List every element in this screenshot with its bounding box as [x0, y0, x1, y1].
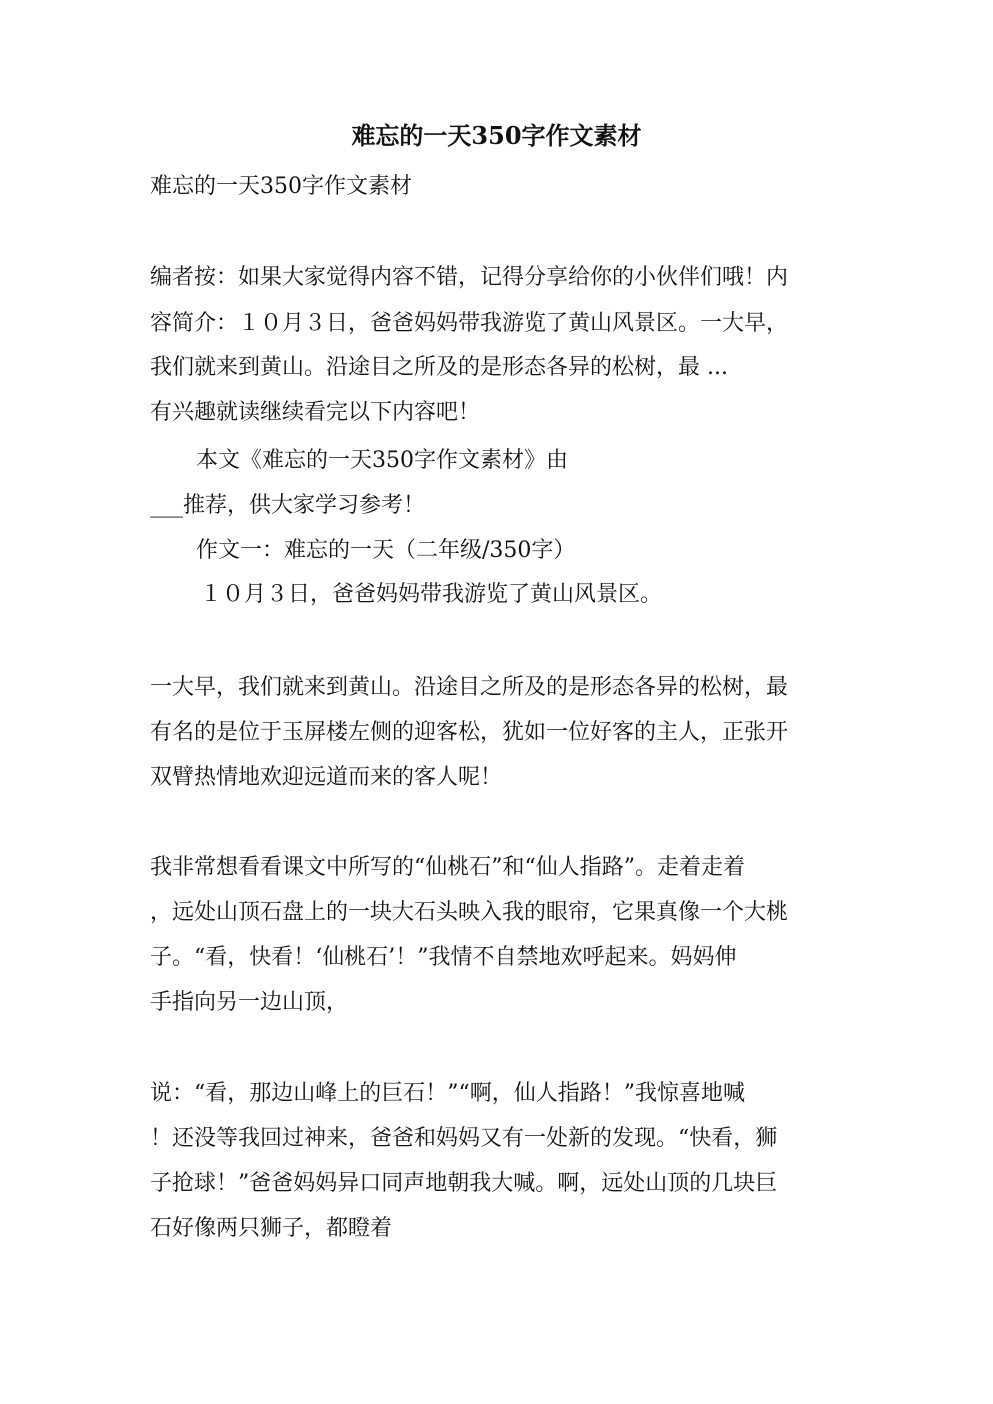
intro-line-3: 我们就来到黄山。沿途目之所及的是形态各异的松树，最 ... [150, 355, 728, 380]
paragraph3-line-2: ！还没等我回过神来，爸爸和妈妈又有一处新的发现。“快看，狮 [150, 1126, 778, 1151]
paragraph1-line-2: 有名的是位于玉屏楼左侧的迎客松，犹如一位好客的主人，正张开 [150, 720, 789, 745]
essay-first-line: １０月３日，爸爸妈妈带我游览了黄山风景区。 [200, 582, 663, 607]
paragraph1-line-1: 一大早，我们就来到黄山。沿途目之所及的是形态各异的松树，最 [150, 675, 789, 700]
paragraph1-line-3: 双臂热情地欢迎远道而来的客人呢！ [150, 765, 503, 790]
intro-line-4: 有兴趣就读继续看完以下内容吧！ [150, 400, 481, 425]
paragraph2-line-3: 子。“看，快看！‘仙桃石’！”我情不自禁地欢呼起来。妈妈伸 [150, 945, 737, 970]
essay-heading: 作文一：难忘的一天（二年级/350字） [196, 538, 576, 563]
paragraph3-line-3: 子抢球！”爸爸妈妈异口同声地朝我大喊。啊，远处山顶的几块巨 [150, 1171, 778, 1196]
document-subtitle: 难忘的一天350字作文素材 [150, 174, 412, 199]
paragraph3-line-4: 石好像两只狮子，都瞪着 [150, 1216, 393, 1241]
paragraph2-line-4: 手指向另一边山顶， [150, 990, 349, 1015]
paragraph3-line-1: 说：“看，那边山峰上的巨石！”“啊，仙人指路！”我惊喜地喊 [150, 1081, 745, 1106]
recommend-line-2: ___推荐，供大家学习参考！ [150, 493, 426, 518]
intro-line-1: 编者按：如果大家觉得内容不错，记得分享给你的小伙伴们哦！内 [150, 265, 789, 290]
paragraph2-line-1: 我非常想看看课文中所写的“仙桃石”和“仙人指路”。走着走着 [150, 855, 745, 880]
recommend-line-1: 本文《难忘的一天350字作文素材》由 [196, 448, 568, 473]
intro-line-2: 容简介：１０月３日，爸爸妈妈带我游览了黄山风景区。一大早， [150, 311, 789, 336]
paragraph2-line-2: ，远处山顶石盘上的一块大石头映入我的眼帘，它果真像一个大桃 [150, 900, 789, 925]
document-title: 难忘的一天350字作文素材 [351, 121, 642, 150]
